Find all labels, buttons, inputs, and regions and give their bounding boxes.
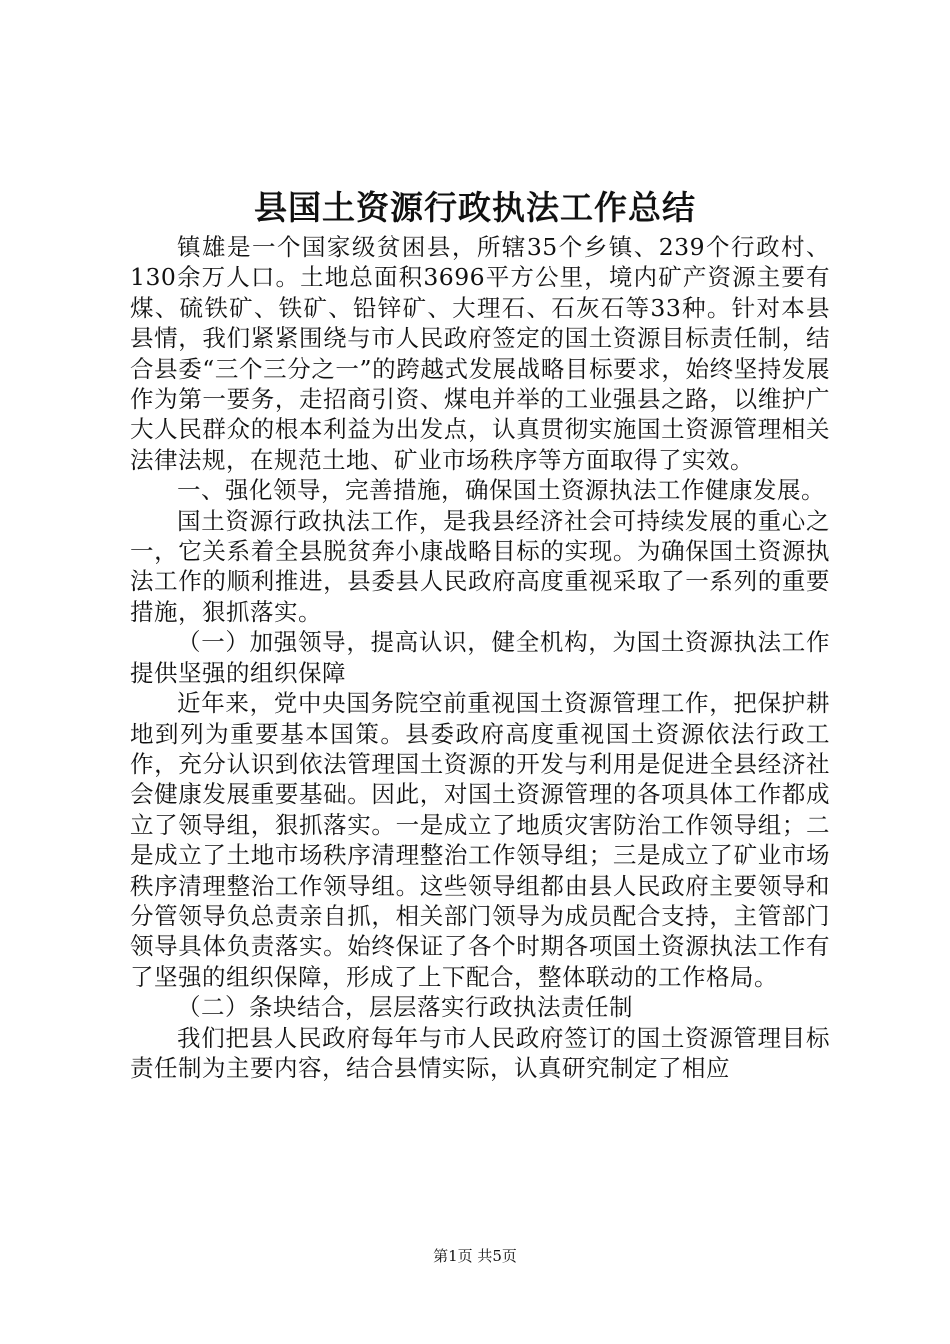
- paragraph-intro: 镇雄是一个国家级贫困县，所辖35个乡镇、239个行政村、130余万人口。土地总面积3696平方公里，境内矿产资源主要有煤、硫铁矿、铁矿、铅锌矿、大理石、石灰石等33种。针对本县县情，我们紧紧围绕与市人民政府签定的国土资源目标责任制，结合县委“三个三分之一”的跨越式发展战略目标要求，始终坚持发展作为第一要务，走招商引资、煤电并举的工业强县之路，以维护广大人民群众的根本利益为出发点，认真贯彻实施国土资源管理相关法律法规，在规范土地、矿业市场秩序等方面取得了实效。: [130, 233, 830, 474]
- page-number-footer: 第1页 共5页: [433, 1247, 517, 1265]
- section-heading-1: 一、强化领导，完善措施，确保国土资源执法工作健康发展。: [177, 476, 825, 505]
- paragraph-section-1: 国土资源行政执法工作，是我县经济社会可持续发展的重心之一，它关系着全县脱贫奔小康战略目标的实现。为确保国土资源执法工作的顺利推进，县委县人民政府高度重视采取了一系列的重要措施，狠抓落实。: [130, 506, 830, 626]
- document-title: 县国土资源行政执法工作总结: [254, 188, 696, 227]
- subsection-heading-1: （一）加强领导，提高认识，健全机构，为国土资源执法工作提供坚强的组织保障: [130, 628, 830, 687]
- subsection-heading-2: （二）条块结合，层层落实行政执法责任制: [177, 993, 633, 1022]
- document-body: [130, 232, 830, 1083]
- paragraph-subsection-2: 我们把县人民政府每年与市人民政府签订的国土资源管理目标责任制为主要内容，结合县情实际，认真研究制定了相应: [130, 1023, 830, 1082]
- paragraph-subsection-1: 近年来，党中央国务院空前重视国土资源管理工作，把保护耕地到列为重要基本国策。县委政府高度重视国土资源依法行政工作，充分认识到依法管理国土资源的开发与利用是促进全县经济社会健康发展重要基础。因此，对国土资源管理的各项具体工作都成立了领导组，狠抓落实。一是成立了地质灾害防治工作领导组；二是成立了土地市场秩序清理整治工作领导组；三是成立了矿业市场秩序清理整治工作领导组。这些领导组都由县人民政府主要领导和分管领导负总责亲自抓，相关部门领导为成员配合支持，主管部门领导具体负责落实。始终保证了各个时期各项国土资源执法工作有了坚强的组织保障，形成了上下配合，整体联动的工作格局。: [130, 689, 830, 991]
